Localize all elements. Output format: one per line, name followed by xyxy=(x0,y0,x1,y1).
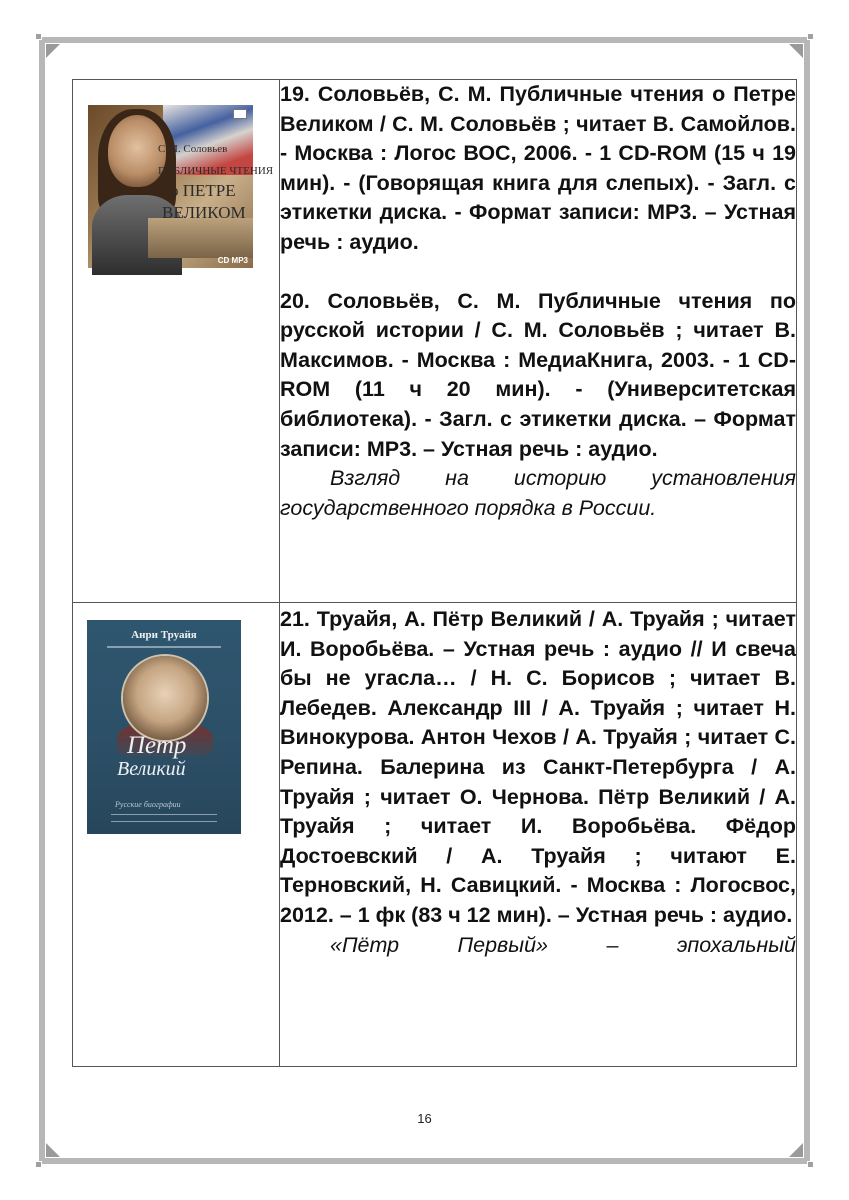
corner-triangle-icon xyxy=(789,44,803,58)
corner-triangle-icon xyxy=(789,1143,803,1157)
cover-title-line3: ВЕЛИКОМ xyxy=(162,203,246,222)
table-row xyxy=(73,80,797,603)
entry-citation: 21. Труайя, А. Пётр Великий / А. Труайя ; читает И. Воробьёва. – Устная речь : аудио // И свеча бы не угасла… / Н. С. Борисов ; читает В. Лебедев. Александр III / А. Труайя ; читает Н. Винокурова. Антон Чехов / А. Труайя ; читает С. Репина. Балерина из Санкт-Петербурга / А. Труайя ; читает О. Чернова. Пётр Великий / А. Труайя ; читает И. Воробьёва. Фёдор Достоевский / А. Труайя ; читают Е. Терновский, Н. Савицкий. - Москва : Логосвос, 2012. – 1 фк (83 ч 12 мин). – Устная речь : аудио. xyxy=(280,607,796,927)
cover-rule xyxy=(107,646,221,648)
border-bottom xyxy=(42,1158,807,1164)
border-top xyxy=(42,37,807,43)
cover-author: Анри Труайя xyxy=(131,629,197,641)
corner-square-icon xyxy=(808,34,813,39)
entry-citation: 20. Соловьёв, С. М. Публичные чтения по русской истории / С. М. Соловьёв ; читает В. Максимов. - Москва : МедиаКнига, 2003. - 1 CD-ROM (11 ч 20 мин). - (Университетская библиотека). - Загл. с этикетки диска. – Формат записи: MP3. – Устная речь : аудио. xyxy=(280,288,796,461)
description-cell xyxy=(280,603,797,1067)
cover-ornament xyxy=(111,814,217,822)
corner-triangle-icon xyxy=(46,44,60,58)
corner-triangle-icon xyxy=(46,1143,60,1157)
corner-square-icon xyxy=(808,1162,813,1167)
border-left xyxy=(39,40,45,1161)
portrait-medallion xyxy=(123,656,207,740)
corner-square-icon xyxy=(36,1162,41,1167)
cover-title-line2: Великий xyxy=(117,758,186,780)
corner-square-icon xyxy=(36,34,41,39)
cover-title-line2: о ПЕТРЕ xyxy=(170,181,236,200)
entry-citation: 19. Соловьёв, С. М. Публичные чтения о Петре Великом / С. М. Соловьёв ; читает В. Самойлов. - Москва : Логос ВОС, 2006. - 1 CD-ROM (15 ч 19 мин). - (Говорящая книга для слепых). - Загл. с этикетки диска. - Формат записи: MP3. – Устная речь : аудио. xyxy=(280,82,796,254)
catalog-table xyxy=(72,79,797,1067)
cover-cell xyxy=(73,603,280,1067)
cover-format-badge: CD MP3 xyxy=(217,256,248,265)
cover-title-line1: ПУБЛИЧНЫЕ ЧТЕНИЯ xyxy=(158,165,274,177)
cover-series: Русские биографии xyxy=(115,800,181,809)
city-view xyxy=(148,218,253,258)
cover-cell xyxy=(73,80,280,603)
cover-image-soloviev xyxy=(88,105,274,268)
border-right xyxy=(804,40,810,1161)
entry-annotation: Взгляд на историю установления государственного порядка в России. xyxy=(280,466,796,520)
cover-title-line1: Петр xyxy=(127,732,187,759)
entry-annotation: «Пётр Первый» – эпохальный xyxy=(330,932,796,957)
cover-author: С.М. Соловьев xyxy=(158,143,228,155)
cover-image-troyat xyxy=(87,620,241,834)
publisher-logo-icon xyxy=(233,109,247,119)
description-cell xyxy=(280,80,797,603)
page-number: 16 xyxy=(417,1111,432,1126)
table-row xyxy=(73,603,797,1067)
